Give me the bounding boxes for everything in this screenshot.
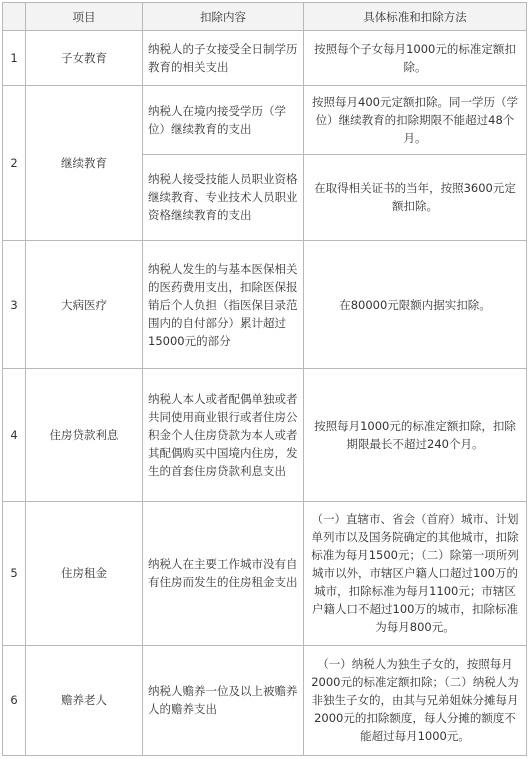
row-standard: 按照每个子女每月1000元的标准定额扣除。 [304,31,527,86]
deduction-table [2,2,527,756]
header-standard-method: 具体标准和扣除方法 [304,3,527,31]
table-row [3,31,527,86]
row-item: 赡养老人 [26,645,143,755]
table-header-row [3,3,527,31]
row-number: 6 [3,645,26,755]
table-row [3,369,527,502]
table-row [3,86,527,154]
header-deduct-content: 扣除内容 [143,3,304,31]
header-number [3,3,26,31]
table-row [3,501,527,645]
row-deduct-content: 纳税人发生的与基本医保相关的医药费用支出，扣除医保报销后个人负担（指医保目录范围内的自付部分）累计超过15000元的部分 [143,240,304,369]
row-deduct-content: 纳税人在境内接受学历（学位）继续教育的支出 [143,86,304,154]
row-deduct-content: 纳税人接受技能人员职业资格继续教育、专业技术人员职业资格继续教育的支出 [143,154,304,240]
table-row [3,645,527,755]
row-number: 1 [3,31,26,86]
row-deduct-content: 纳税人的子女接受全日制学历教育的相关支出 [143,31,304,86]
row-standard: 按照每月1000元的标准定额扣除，扣除期限最长不超过240个月。 [304,369,527,502]
row-deduct-content: 纳税人在主要工作城市没有自有住房而发生的住房租金支出 [143,501,304,645]
row-number: 5 [3,501,26,645]
row-standard: （一）直辖市、省会（首府）城市、计划单列市以及国务院确定的其他城市，扣除标准为每月1500元；（二）除第一项所列城市以外，市辖区户籍人口超过100万的城市，扣除标准为每月1100元；市辖区户籍人口不超过100万的城市，扣除标准为每月800元。 [304,501,527,645]
row-number: 2 [3,86,26,241]
row-item: 住房贷款利息 [26,369,143,502]
row-standard: 在取得相关证书的当年，按照3600元定额扣除。 [304,154,527,240]
row-item: 住房租金 [26,501,143,645]
row-number: 3 [3,240,26,369]
row-standard: 在80000元限额内据实扣除。 [304,240,527,369]
row-standard: 按照每月400元定额扣除。同一学历（学位）继续教育的扣除期限不能超过48个月。 [304,86,527,154]
row-deduct-content: 纳税人赡养一位及以上被赡养人的赡养支出 [143,645,304,755]
row-number: 4 [3,369,26,502]
table-row [3,240,527,369]
row-item: 大病医疗 [26,240,143,369]
row-item: 子女教育 [26,31,143,86]
header-item: 项目 [26,3,143,31]
row-deduct-content: 纳税人本人或者配偶单独或者共同使用商业银行或者住房公积金个人住房贷款为本人或者其配偶购买中国境内住房，发生的首套住房贷款利息支出 [143,369,304,502]
row-standard: （一）纳税人为独生子女的，按照每月2000元的标准定额扣除；（二）纳税人为非独生子女的，由其与兄弟姐妹分摊每月2000元的扣除额度，每人分摊的额度不能超过每月1000元。 [304,645,527,755]
row-item: 继续教育 [26,86,143,241]
